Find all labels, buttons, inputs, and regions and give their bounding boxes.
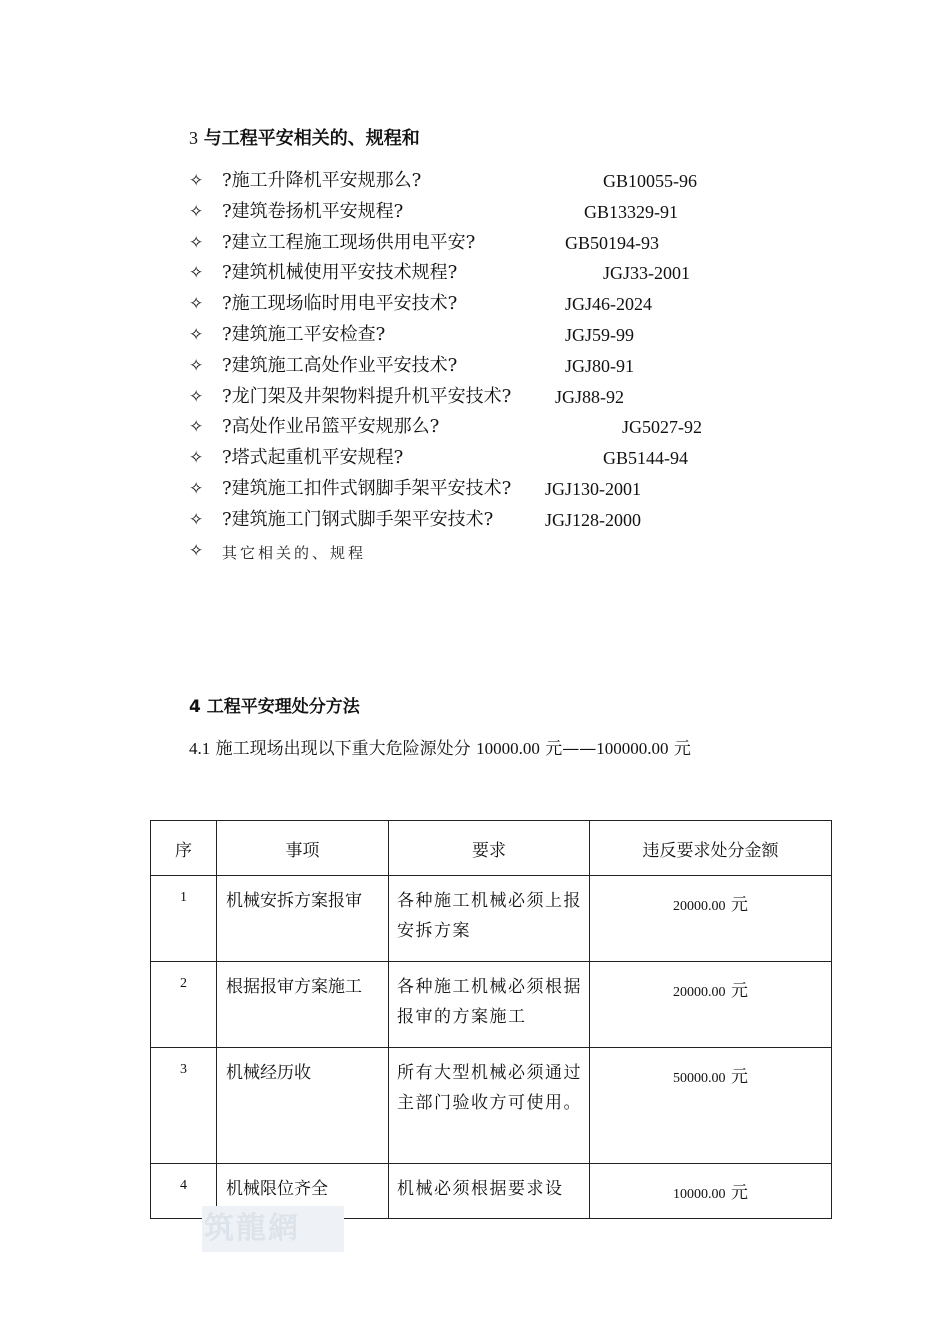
section-3-title: 与工程平安相关的、规程和	[203, 128, 420, 149]
section-4-1-paragraph	[189, 734, 691, 759]
cell-seq: 1	[151, 876, 217, 962]
standard-code: JGJ88-92	[555, 386, 625, 407]
standard-name: ?建立工程施工现场供用电平安?	[222, 231, 476, 253]
cell-amount	[590, 1164, 832, 1219]
diamond-bullet-icon: ✧	[189, 540, 204, 561]
standard-code: GB10055-96	[603, 171, 697, 191]
cell-amount	[590, 1048, 832, 1164]
section-4-1-number: 4.1	[189, 739, 211, 758]
list-item	[189, 168, 749, 199]
standard-code: JGJ33-2001	[603, 263, 691, 284]
list-item	[189, 260, 749, 291]
header-seq: 序	[151, 821, 217, 876]
list-item	[189, 353, 749, 384]
table-row	[151, 876, 832, 962]
list-item	[189, 230, 749, 261]
diamond-bullet-icon: ✧	[189, 355, 204, 376]
standard-name: ?建筑机械使用平安技术规程?	[222, 262, 458, 284]
cell-item: 机械安拆方案报审	[217, 876, 389, 962]
diamond-bullet-icon: ✧	[189, 324, 204, 345]
standards-list	[189, 168, 749, 568]
penalty-amount-low: 10000.00	[476, 739, 540, 758]
diamond-bullet-icon: ✧	[189, 201, 204, 222]
cell-amount	[590, 962, 832, 1048]
cell-seq: 3	[151, 1048, 217, 1164]
standard-name: ?龙门架及井架物料提升机平安技术?	[222, 385, 512, 407]
section-4-1-text: 施工现场出现以下重大危险源处分	[210, 739, 477, 759]
diamond-bullet-icon: ✧	[189, 294, 204, 315]
standard-name: ?建筑施工门钢式脚手架平安技术?	[222, 508, 494, 530]
cell-requirement: 机械必须根据要求设	[389, 1164, 590, 1219]
diamond-bullet-icon: ✧	[189, 509, 204, 530]
header-penalty-amount: 违反要求处分金额	[590, 821, 832, 876]
header-item: 事项	[217, 821, 389, 876]
section-4-title: 4 工程平安理处分方法	[189, 697, 360, 717]
list-item	[189, 291, 749, 322]
standard-name: ?施工升降机平安规那么?	[222, 170, 422, 191]
diamond-bullet-icon: ✧	[189, 171, 204, 191]
cell-amount	[590, 876, 832, 962]
list-item	[189, 199, 749, 230]
section-4-1-unit: 元	[668, 739, 691, 759]
amount-unit: 元	[725, 1183, 748, 1203]
cell-seq: 4	[151, 1164, 217, 1219]
watermark-logo	[202, 1206, 344, 1252]
section-4-1-dash: 元——	[539, 739, 597, 759]
diamond-bullet-icon: ✧	[189, 263, 204, 284]
amount-unit: 元	[725, 981, 748, 1001]
standard-name: ?施工现场临时用电平安技术?	[222, 293, 458, 315]
standard-code: JGJ80-91	[565, 355, 635, 376]
diamond-bullet-icon: ✧	[189, 232, 204, 253]
amount-unit: 元	[725, 895, 748, 915]
amount-value: 20000.00	[673, 899, 726, 914]
standard-name: ?塔式起重机平安规程?	[222, 447, 404, 469]
standard-code: JGJ130-2001	[545, 478, 642, 499]
cell-requirement: 各种施工机械必须上报安拆方案	[389, 876, 590, 962]
list-item	[189, 507, 749, 538]
amount-unit: 元	[725, 1067, 748, 1087]
watermark-text: 筑龍網	[204, 1211, 300, 1246]
standard-code: GB50194-93	[565, 232, 659, 253]
cell-requirement: 各种施工机械必须根据报审的方案施工	[389, 962, 590, 1048]
standard-name: ?建筑施工扣件式钢脚手架平安技术?	[222, 477, 512, 499]
standard-code: JGJ128-2000	[545, 509, 642, 530]
section-3-number: 3	[189, 128, 198, 148]
standard-name: ?建筑施工高处作业平安技术?	[222, 354, 458, 376]
standard-code: GB13329-91	[584, 201, 678, 222]
cell-item: 根据报审方案施工	[217, 962, 389, 1048]
diamond-bullet-icon: ✧	[189, 417, 204, 438]
table-row	[151, 962, 832, 1048]
list-item	[189, 322, 749, 353]
list-item	[189, 476, 749, 507]
penalty-table	[150, 820, 832, 1219]
standard-code: GB5144-94	[603, 448, 688, 469]
amount-value: 50000.00	[673, 1071, 726, 1086]
cell-seq: 2	[151, 962, 217, 1048]
section-3-heading	[189, 124, 420, 150]
list-item	[189, 414, 749, 445]
list-item	[189, 445, 749, 476]
table-row	[151, 1048, 832, 1164]
table-header-row	[151, 821, 832, 876]
standard-name: ?建筑卷扬机平安规程?	[222, 200, 404, 222]
cell-item: 机械经历收	[217, 1048, 389, 1164]
standard-code: JGJ59-99	[565, 324, 635, 345]
diamond-bullet-icon: ✧	[189, 386, 204, 407]
standard-name: ?高处作业吊篮平安规那么?	[222, 416, 440, 438]
diamond-bullet-icon: ✧	[189, 448, 204, 469]
diamond-bullet-icon: ✧	[189, 478, 204, 499]
penalty-amount-high: 100000.00	[596, 739, 669, 758]
amount-value: 10000.00	[673, 1187, 726, 1202]
cell-requirement: 所有大型机械必须通过主部门验收方可使用。	[389, 1048, 590, 1164]
list-item	[189, 384, 749, 415]
cell-item: 机械限位齐全	[217, 1164, 389, 1219]
standard-name: ?建筑施工平安检查?	[222, 323, 386, 345]
standard-code: JGJ46-2024	[565, 294, 653, 315]
list-item	[189, 538, 749, 569]
other-standards-note: 其它相关的、规程	[222, 543, 367, 562]
amount-value: 20000.00	[673, 985, 726, 1000]
header-requirement: 要求	[389, 821, 590, 876]
standard-code: JG5027-92	[622, 417, 702, 438]
